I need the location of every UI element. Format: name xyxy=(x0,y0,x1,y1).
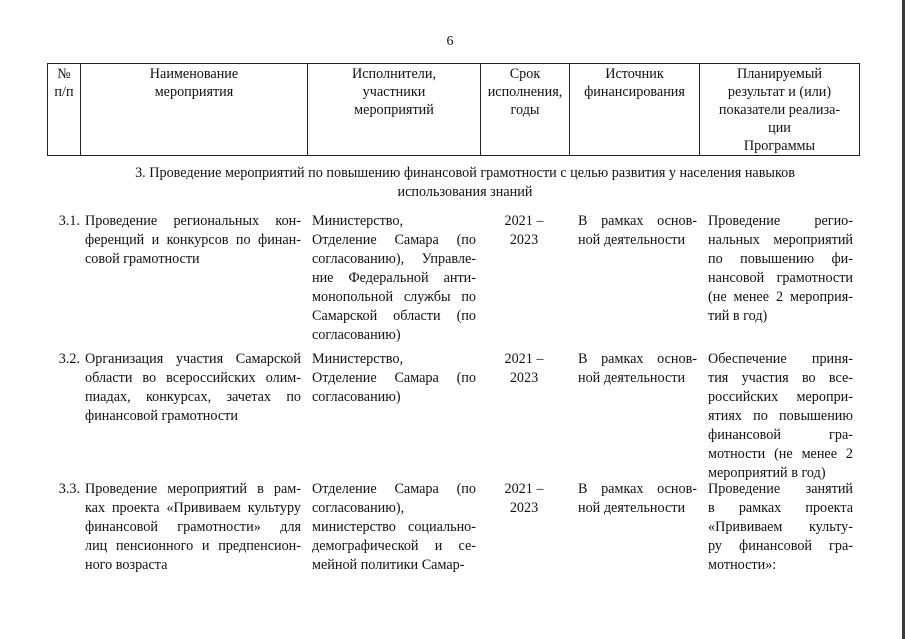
executors-cell xyxy=(312,212,476,345)
planned-result-line: мотности (не менее 2 xyxy=(708,446,853,462)
term-cell xyxy=(494,212,554,250)
event-name-cell xyxy=(85,212,301,269)
event-name-line: финансовой грамотности» для xyxy=(85,519,301,535)
executors-line: монопольной службы по xyxy=(312,289,476,305)
planned-result-line: (не менее 2 мероприя- xyxy=(708,289,853,305)
table-header xyxy=(47,63,860,156)
event-name-line: области во всероссийских олим- xyxy=(85,370,301,386)
event-name-line: ного возраста xyxy=(85,557,168,573)
term-cell xyxy=(494,350,554,388)
funding-source-cell xyxy=(578,480,697,518)
event-name-line: Проведение региональных кон- xyxy=(85,213,301,229)
executors-line: ние Федеральной анти- xyxy=(312,270,476,286)
section-title: 3. Проведение мероприятий по повышению финансовой грамотности с целью развития у населения навыков использования знаний xyxy=(135,165,795,200)
planned-result-line: российских меропри- xyxy=(708,389,853,405)
funding-source-line: ной деятельности xyxy=(578,232,686,248)
event-name-cell xyxy=(85,350,301,426)
term-line: 2023 xyxy=(509,500,539,516)
header-col-result: Планируемый результат и (или) показатели реализа- ции Программы xyxy=(700,64,860,156)
funding-source-line: В рамках основ- xyxy=(578,351,697,367)
term-line: 2021 – xyxy=(504,351,544,367)
planned-result-line: Проведение занятий xyxy=(708,481,853,497)
planned-result-line: ятиях по повышению xyxy=(708,408,853,424)
event-name-line: Проведение мероприятий в рам- xyxy=(85,481,301,497)
executors-line: Министерство, xyxy=(312,213,404,229)
planned-result-cell xyxy=(708,350,853,483)
event-name-line: совой грамотности xyxy=(85,251,200,267)
executors-line: Отделение Самара (по xyxy=(312,232,476,248)
event-name-line: ках проекта «Прививаем культуру xyxy=(85,500,301,516)
executors-line: Министерство, xyxy=(312,351,404,367)
executors-cell xyxy=(312,480,476,575)
executors-line: согласованию) xyxy=(312,389,401,405)
planned-result-line: мероприятий в год) xyxy=(708,465,826,481)
planned-result-line: мотности»: xyxy=(708,557,777,573)
event-name-line: лиц пенсионного и предпенсион- xyxy=(85,538,301,554)
planned-result-line: финансовой гра- xyxy=(708,427,853,443)
planned-result-line: Обеспечение приня- xyxy=(708,351,853,367)
page-number: 6 xyxy=(446,34,454,49)
row-number-cell xyxy=(47,212,80,231)
funding-source-cell xyxy=(578,212,697,250)
event-name-line: ференций и конкурсов по финан- xyxy=(85,232,301,248)
executors-line: согласованию) xyxy=(312,327,401,343)
event-name-line: финансовой грамотности xyxy=(85,408,238,424)
planned-result-line: по повышению фи- xyxy=(708,251,853,267)
event-name-line: пиадах, конкурсах, зачетах по xyxy=(85,389,301,405)
header-col-number: № п/п xyxy=(48,64,81,156)
term-line: 2023 xyxy=(509,232,539,248)
planned-result-line: «Прививаем культу- xyxy=(708,519,853,535)
row-number-cell xyxy=(47,350,80,369)
funding-source-line: ной деятельности xyxy=(578,500,686,516)
row-number-line: 3.1. xyxy=(58,213,80,229)
funding-source-line: В рамках основ- xyxy=(578,213,697,229)
term-cell xyxy=(494,480,554,518)
header-col-term: Срок исполнения, годы xyxy=(481,64,570,156)
planned-result-line: Проведение регио- xyxy=(708,213,853,229)
executors-line: министерство социально- xyxy=(312,519,476,535)
row-number-line: 3.3. xyxy=(58,481,80,497)
executors-line: согласованию), xyxy=(312,500,405,516)
planned-result-line: нансовой грамотности xyxy=(708,270,853,286)
planned-result-cell xyxy=(708,480,853,575)
executors-line: мейной политики Самар- xyxy=(312,557,465,573)
planned-result-line: в рамках проекта xyxy=(708,500,853,516)
row-number-line: 3.2. xyxy=(58,351,80,367)
row-number-cell xyxy=(47,480,80,499)
planned-result-line: нальных мероприятий xyxy=(708,232,853,248)
funding-source-line: В рамках основ- xyxy=(578,481,697,497)
funding-source-line: ной деятельности xyxy=(578,370,686,386)
executors-line: Отделение Самара (по xyxy=(312,481,476,497)
executors-line: демографической и се- xyxy=(312,538,476,554)
header-col-name: Наименование мероприятия xyxy=(81,64,308,156)
term-line: 2023 xyxy=(509,370,539,386)
term-line: 2021 – xyxy=(504,481,544,497)
header-col-executors: Исполнители, участники мероприятий xyxy=(308,64,481,156)
executors-cell xyxy=(312,350,476,407)
term-line: 2021 – xyxy=(504,213,544,229)
header-col-source: Источник финансирования xyxy=(570,64,700,156)
planned-result-line: тия участия во все- xyxy=(708,370,853,386)
executors-line: Самарской области (по xyxy=(312,308,476,324)
planned-result-line: тий в год) xyxy=(708,308,768,324)
event-name-cell xyxy=(85,480,301,575)
funding-source-cell xyxy=(578,350,697,388)
executors-line: Отделение Самара (по xyxy=(312,370,476,386)
event-name-line: Организация участия Самарской xyxy=(85,351,301,367)
planned-result-cell xyxy=(708,212,853,326)
planned-result-line: ру финансовой гра- xyxy=(708,538,853,554)
executors-line: согласованию), Управле- xyxy=(312,251,476,267)
